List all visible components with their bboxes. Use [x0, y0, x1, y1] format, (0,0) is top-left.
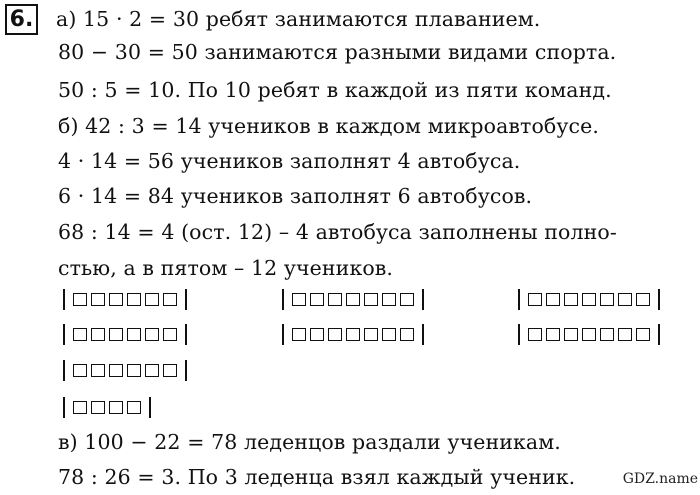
text-line-a2: 80 − 30 = 50 занимаются разными видами спорта.: [58, 40, 617, 64]
bus-group: [63, 359, 187, 381]
seat-square: [109, 364, 123, 377]
bus-group: [518, 323, 660, 345]
seat-square: [310, 328, 324, 341]
bus-right-bar: [422, 324, 424, 345]
seat-square: [127, 401, 141, 414]
text-line-a3: 50 : 5 = 10. По 10 ребят в каждой из пяти команд.: [58, 78, 612, 102]
text-line-a1: а) 15 · 2 = 30 ребят занимаются плаванием.: [56, 7, 541, 31]
bus-group: [282, 288, 424, 310]
seat-square: [382, 328, 396, 341]
text-line-c1: в) 100 − 22 = 78 леденцов раздали ученикам.: [58, 430, 561, 454]
seat-square: [91, 293, 105, 306]
seat-square: [73, 293, 87, 306]
seat-square: [127, 328, 141, 341]
seat-square: [109, 401, 123, 414]
bus-group: [518, 288, 660, 310]
seat-square: [582, 328, 596, 341]
seat-square: [328, 293, 342, 306]
seat-square: [163, 328, 177, 341]
seat-square: [382, 293, 396, 306]
seat-square: [91, 364, 105, 377]
bus-right-bar: [149, 397, 151, 418]
bus-left-bar: [63, 289, 65, 310]
bus-right-bar: [422, 289, 424, 310]
seat-square: [546, 328, 560, 341]
seat-square: [346, 328, 360, 341]
seat-square: [127, 293, 141, 306]
bus-left-bar: [63, 360, 65, 381]
seat-square: [600, 328, 614, 341]
seat-square: [292, 328, 306, 341]
problem-number-badge: 6.: [5, 4, 38, 35]
seat-square: [91, 328, 105, 341]
watermark: GDZ.name: [622, 471, 698, 487]
bus-left-bar: [282, 324, 284, 345]
seat-square: [145, 364, 159, 377]
seat-square: [163, 364, 177, 377]
seat-square: [636, 328, 650, 341]
seat-square: [600, 293, 614, 306]
seat-square: [292, 293, 306, 306]
bus-right-bar: [185, 324, 187, 345]
bus-right-bar: [658, 289, 660, 310]
seat-square: [618, 328, 632, 341]
seat-square: [400, 293, 414, 306]
text-line-c2: 78 : 26 = 3. По 3 леденца взял каждый ученик.: [58, 465, 576, 489]
seat-square: [564, 328, 578, 341]
seat-square: [582, 293, 596, 306]
seat-square: [564, 293, 578, 306]
seat-square: [364, 328, 378, 341]
bus-group: [63, 288, 187, 310]
seat-square: [73, 328, 87, 341]
text-line-b4: 68 : 14 = 4 (ост. 12) – 4 автобуса заполнены полно-: [58, 220, 617, 244]
seat-square: [546, 293, 560, 306]
bus-right-bar: [658, 324, 660, 345]
bus-group: [63, 323, 187, 345]
seat-square: [636, 293, 650, 306]
bus-left-bar: [518, 289, 520, 310]
seat-square: [310, 293, 324, 306]
bus-right-bar: [185, 289, 187, 310]
seat-square: [528, 293, 542, 306]
bus-left-bar: [518, 324, 520, 345]
bus-right-bar: [185, 360, 187, 381]
bus-left-bar: [63, 324, 65, 345]
seat-square: [73, 364, 87, 377]
text-line-b2: 4 · 14 = 56 учеников заполнят 4 автобуса.: [58, 149, 521, 173]
seat-square: [145, 293, 159, 306]
seat-square: [364, 293, 378, 306]
seat-square: [109, 293, 123, 306]
seat-square: [145, 328, 159, 341]
seat-square: [109, 328, 123, 341]
text-line-b1: б) 42 : 3 = 14 учеников в каждом микроавтобусе.: [58, 114, 599, 138]
text-line-b5: стью, а в пятом – 12 учеников.: [58, 256, 394, 280]
seat-square: [346, 293, 360, 306]
seat-square: [163, 293, 177, 306]
bus-left-bar: [282, 289, 284, 310]
seat-square: [73, 401, 87, 414]
seat-square: [528, 328, 542, 341]
seat-square: [127, 364, 141, 377]
bus-group: [282, 323, 424, 345]
seat-square: [618, 293, 632, 306]
seat-square: [91, 401, 105, 414]
seat-square: [328, 328, 342, 341]
bus-left-bar: [63, 397, 65, 418]
text-line-b3: 6 · 14 = 84 учеников заполнят 6 автобусов.: [58, 184, 533, 208]
seat-square: [400, 328, 414, 341]
bus-group: [63, 396, 151, 418]
